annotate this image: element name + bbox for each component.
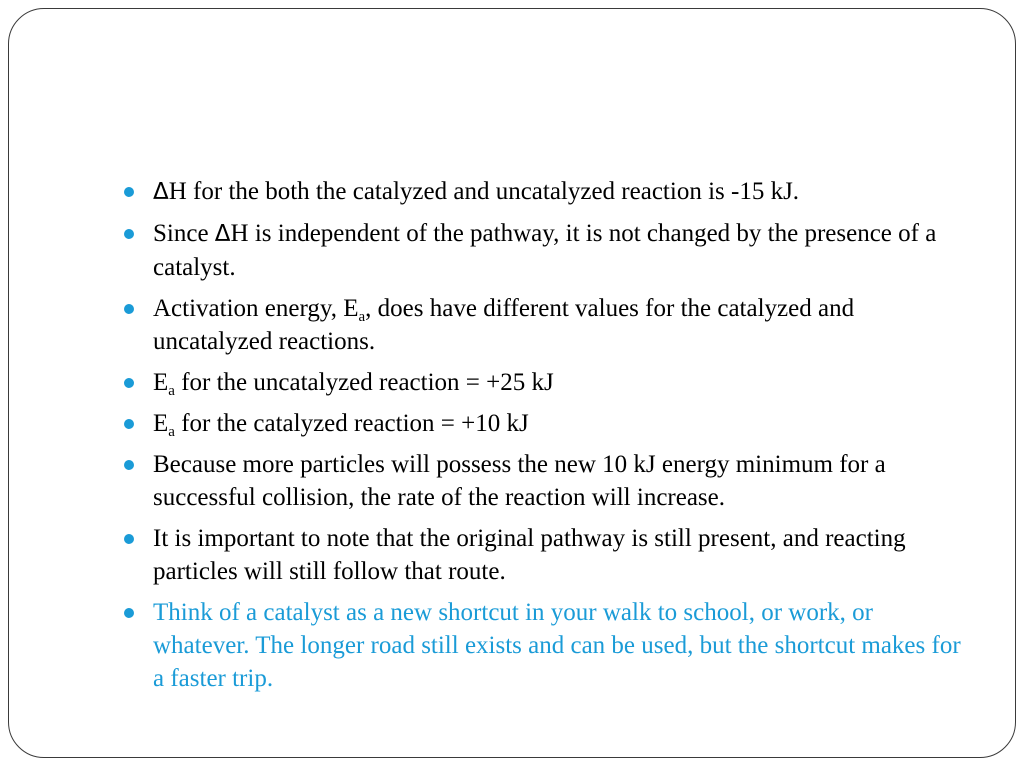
bullet-delta-h-value — [121, 175, 961, 209]
bullet-dot-icon — [124, 608, 134, 618]
bullet-dot-icon — [124, 187, 134, 197]
bullet-text: Since — [153, 220, 215, 247]
bullet-text: H for the both the catalyzed and uncatalyzed reaction is -15 kJ. — [168, 178, 800, 205]
subscript-a: a — [358, 309, 366, 325]
bullet-activation-energy — [121, 292, 961, 358]
bullet-dot-icon — [124, 460, 134, 470]
bullet-text: Activation energy, E — [153, 295, 359, 322]
bullet-text: Think of a catalyst as a new shortcut in your walk to school, or work, or whatever. The longer road still exists and can be used, but the shortcut makes for a faster trip. — [153, 599, 961, 692]
subscript-a: a — [168, 383, 175, 399]
bullet-ea-uncatalyzed — [121, 366, 961, 399]
bullet-rate-increase — [121, 448, 961, 514]
bullet-ea-catalyzed — [121, 407, 961, 440]
bullet-text: H is independent of the pathway, it is not changed by the presence of a catalyst. — [153, 220, 937, 281]
bullet-original-pathway — [121, 522, 961, 588]
bullet-text: for the uncatalyzed reaction = +25 kJ — [174, 369, 554, 396]
bullet-shortcut-analogy — [121, 596, 961, 695]
bullet-text: It is important to note that the original pathway is still present, and reacting particles will still follow that route. — [153, 525, 906, 585]
bullet-dot-icon — [124, 419, 134, 429]
bullet-dot-icon — [124, 304, 134, 314]
subscript-a: a — [168, 424, 175, 440]
delta-symbol: Δ — [153, 179, 169, 205]
bullet-text: E — [153, 410, 169, 437]
bullet-delta-h-independent — [121, 217, 961, 284]
bullet-list — [121, 175, 961, 703]
bullet-text: , does have different values for the catalyzed and uncatalyzed reactions. — [153, 295, 855, 355]
bullet-text: for the catalyzed reaction = +10 kJ — [174, 410, 529, 437]
bullet-text: Because more particles will possess the new 10 kJ energy minimum for a successful collision, the rate of the reaction will increase. — [153, 451, 886, 511]
delta-symbol: Δ — [214, 221, 231, 247]
slide-frame — [8, 8, 1016, 758]
bullet-dot-icon — [124, 534, 134, 544]
bullet-dot-icon — [124, 229, 134, 239]
bullet-text: E — [153, 369, 169, 396]
bullet-dot-icon — [124, 378, 134, 388]
